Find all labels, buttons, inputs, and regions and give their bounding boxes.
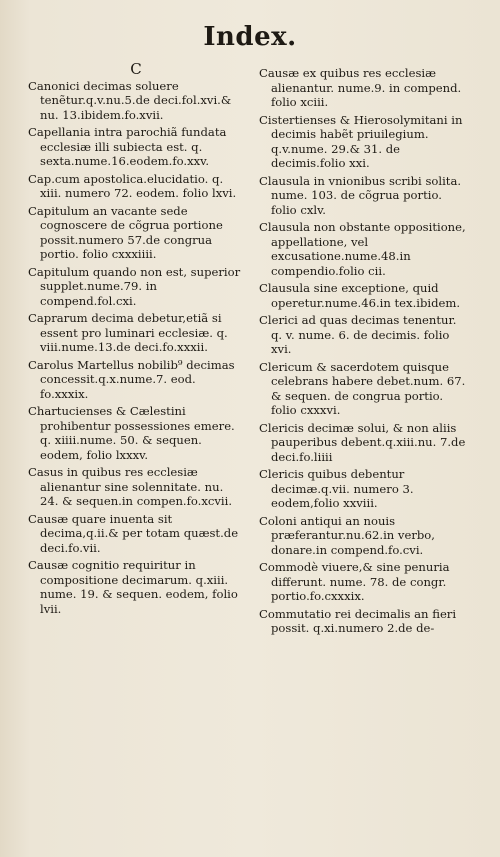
index-entry: Causæ quare inuenta sit decima,q.ii.& per totam quæst.de deci.fo.vii.	[28, 511, 239, 555]
index-entry: Chartucienses & Cælestini prohibentur possessiones emere. q. xiiii.nume. 50. & sequen. eodem, folio lxxxv.	[28, 404, 235, 462]
index-entry: Capitulum quando non est, superior supplet.nume.79. in compend.fol.cxi.	[28, 264, 241, 308]
index-entry: Casus in quibus res ecclesiæ alienantur sine solennitate. nu. 24. & sequen.in compen.fo.xcvii.	[28, 465, 233, 508]
page-title: Index.	[203, 22, 297, 52]
index-entry: Clericum & sacerdotem quisque celebrans habere debet.num. 67. & sequen. de congrua portio. folio cxxxvi.	[259, 359, 466, 417]
index-entry: Capellania intra parochiã fundata ecclesiæ illi subiecta est. q. sexta.nume.16.eodem.fo.xxv.	[28, 125, 227, 168]
index-entry: Coloni antiqui an nouis præferantur.nu.62.in verbo, donare.in compend.fo.cvi.	[259, 513, 435, 557]
section-letter: C	[130, 60, 142, 78]
index-entry: Clausula non obstante oppositione, appellatione, vel excusatione.nume.48.in compendio.folio cii.	[259, 220, 466, 278]
index-entry: Cap.cum apostolica.elucidatio. q. xiii. numero 72. eodem. folio lxvi.	[28, 171, 237, 200]
index-entry: Caprarum decima debetur,etiã si essent pro luminari ecclesiæ. q. viii.nume.13.de deci.fo.xxxii.	[28, 311, 228, 354]
index-entry: Clericis quibus debentur decimæ.q.vii. numero 3. eodem,folio xxviii.	[259, 467, 414, 510]
index-entry: Clausula in vnionibus scribi solita. nume. 103. de cõgrua portio. folio cxlv.	[259, 173, 462, 217]
right-column	[259, 66, 469, 639]
left-column	[28, 62, 244, 619]
index-entry: Capitulum an vacante sede cognoscere de cõgrua portione possit.numero 57.de congrua portio. folio cxxxiiii.	[28, 203, 223, 261]
index-entry: Cistertienses & Hierosolymitani in decimis habẽt priuilegium. q.v.nume. 29.& 31. de decimis.folio xxi.	[259, 112, 463, 170]
index-entry: Clerici ad quas decimas tenentur. q. v. nume. 6. de decimis. folio xvi.	[259, 313, 457, 356]
index-entry: Clericis decimæ solui, & non aliis pauperibus debent.q.xiii.nu. 7.de deci.fo.liiii	[259, 420, 466, 464]
index-entry: Commodè viuere,& sine penuria differunt. nume. 78. de congr. portio.fo.cxxxix.	[259, 560, 450, 603]
index-entry: Carolus Martellus nobilib⁹ decimas concessit.q.x.nume.7. eod. fo.xxxix.	[28, 357, 235, 401]
index-entry: Clausula sine exceptione, quid operetur.nume.46.in tex.ibidem.	[259, 281, 461, 310]
index-entry: Commutatio rei decimalis an fieri possit. q.xi.numero 2.de de-	[259, 606, 457, 635]
index-entry: Canonici decimas soluere tenẽtur.q.v.nu.5.de deci.fol.xvi.& nu. 13.ibidem.fo.xvii.	[28, 78, 232, 122]
index-entry: Causæ ex quibus res ecclesiæ alienantur. nume.9. in compend. folio xciii.	[259, 66, 462, 109]
index-entry: Causæ cognitio requiritur in compositione decimarum. q.xiii. nume. 19. & sequen. eodem, folio lvii.	[28, 558, 238, 616]
